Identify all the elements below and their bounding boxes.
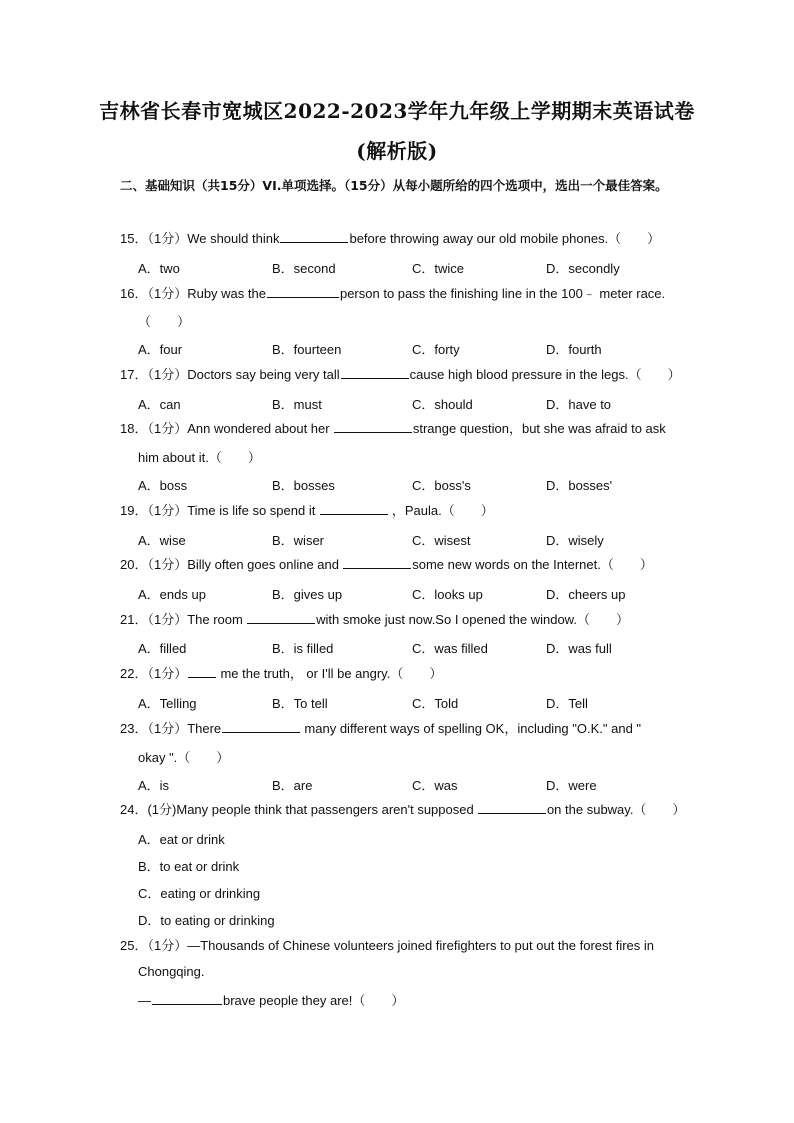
- answer-blank: [188, 663, 216, 678]
- option-c[interactable]: C．was filled: [412, 641, 488, 656]
- options-23: [138, 775, 698, 795]
- option-c[interactable]: C．wisest: [412, 533, 471, 548]
- document-title: 吉林省长春市宽城区2022-2023学年九年级上学期期末英语试卷: [99, 99, 695, 123]
- option-a[interactable]: A．boss: [138, 478, 188, 493]
- answer-blank: [478, 799, 546, 814]
- question-23: 23．（1分）There many different ways of spelling OK，including "O.K." and ": [120, 715, 680, 742]
- document-subtitle: (解析版): [356, 139, 438, 163]
- option-b[interactable]: B．wiser: [272, 533, 325, 548]
- question-number: 15．（1分）: [120, 231, 188, 246]
- options-22: [138, 693, 698, 713]
- question-number: 16．（1分）: [120, 286, 188, 301]
- option-d[interactable]: D．have to: [546, 397, 612, 412]
- option-c[interactable]: C．looks up: [412, 587, 483, 602]
- options-15: [138, 258, 698, 278]
- answer-blank: [267, 283, 339, 298]
- answer-blank: [280, 228, 348, 243]
- question-number: 21．（1分）: [120, 612, 188, 627]
- option-c[interactable]: C．was: [412, 778, 458, 793]
- question-16: 16．（1分）Ruby was the person to pass the finishing line in the 100﹣ meter race.: [120, 280, 680, 307]
- option-a[interactable]: A．four: [138, 342, 183, 357]
- question-continuation: okay ".（ ）: [138, 750, 230, 765]
- question-number: 22．（1分）: [120, 666, 188, 681]
- options-18: [138, 475, 698, 495]
- answer-blank: [343, 554, 411, 569]
- option-a[interactable]: A．is: [138, 778, 170, 793]
- question-number: 19．（1分）: [120, 503, 188, 518]
- question-18: 18．（1分）Ann wondered about her strange question，but she was afraid to ask: [120, 415, 680, 442]
- option-d[interactable]: D．to eating or drinking: [138, 913, 275, 928]
- question-19: 19．（1分）Time is life so spend it ，Paula.（ ）: [120, 497, 680, 524]
- option-b[interactable]: B．bosses: [272, 478, 335, 493]
- option-a[interactable]: A．two: [138, 261, 180, 276]
- option-d[interactable]: D．was full: [546, 641, 612, 656]
- question-reply-line: — brave people they are!（ ）: [138, 990, 404, 1009]
- option-b[interactable]: B．must: [272, 397, 322, 412]
- option-b[interactable]: B．is filled: [272, 641, 334, 656]
- answer-blank: [320, 500, 388, 515]
- option-a[interactable]: A．wise: [138, 533, 186, 548]
- answer-blank: [152, 990, 222, 1005]
- option-b[interactable]: B．gives up: [272, 587, 343, 602]
- question-15: 15．（1分）We should think before throwing away our old mobile phones.（ ）: [120, 225, 680, 252]
- option-c[interactable]: C．boss's: [412, 478, 471, 493]
- options-16: [138, 339, 698, 359]
- option-b[interactable]: B．To tell: [272, 696, 328, 711]
- options-19: [138, 530, 698, 550]
- option-b[interactable]: B．second: [272, 261, 336, 276]
- answer-blank: [222, 718, 300, 733]
- question-22: 22．（1分） me the truth， or I'll be angry.（ ）: [120, 660, 680, 687]
- option-c[interactable]: C．should: [412, 397, 473, 412]
- option-a[interactable]: A．Telling: [138, 696, 197, 711]
- option-a[interactable]: A．eat or drink: [138, 832, 225, 847]
- question-number: 23．（1分）: [120, 721, 188, 736]
- option-a[interactable]: A．filled: [138, 641, 187, 656]
- option-c[interactable]: C．Told: [412, 696, 459, 711]
- section-heading: 二、基础知识（共15分）VI.单项选择。（15分）从每小题所给的四个选项中，选出一个最佳答案。: [120, 178, 668, 193]
- question-number: 20．（1分）: [120, 557, 188, 572]
- option-c[interactable]: C．eating or drinking: [138, 886, 261, 901]
- option-d[interactable]: D．fourth: [546, 342, 602, 357]
- question-number: 24．(1分): [120, 802, 177, 817]
- option-a[interactable]: A．ends up: [138, 587, 206, 602]
- options-21: [138, 638, 698, 658]
- option-c[interactable]: C．forty: [412, 342, 460, 357]
- question-continuation: （ ）: [138, 314, 191, 329]
- options-20: [138, 584, 698, 604]
- option-a[interactable]: A．can: [138, 397, 181, 412]
- answer-blank: [341, 364, 409, 379]
- question-continuation: Chongqing.: [138, 964, 205, 979]
- question-21: 21．（1分）The room with smoke just now.So I opened the window.（ ）: [120, 606, 680, 633]
- option-d[interactable]: D．secondly: [546, 261, 620, 276]
- option-b[interactable]: B．to eat or drink: [138, 859, 240, 874]
- question-20: 20．（1分）Billy often goes online and some new words on the Internet.（ ）: [120, 551, 680, 578]
- option-c[interactable]: C．twice: [412, 261, 465, 276]
- option-b[interactable]: B．fourteen: [272, 342, 342, 357]
- question-number: 25．（1分）: [120, 938, 188, 953]
- question-number: 17．（1分）: [120, 367, 188, 382]
- option-d[interactable]: D．were: [546, 778, 597, 793]
- question-24: 24．(1分)Many people think that passengers aren't supposed on the subway.（ ）: [120, 796, 680, 823]
- question-continuation: him about it.（ ）: [138, 450, 261, 465]
- option-d[interactable]: D．Tell: [546, 696, 588, 711]
- answer-blank: [247, 609, 315, 624]
- question-25: 25．（1分）—Thousands of Chinese volunteers joined firefighters to put out the forest fires in: [120, 938, 655, 953]
- options-17: [138, 394, 698, 414]
- option-d[interactable]: D．cheers up: [546, 587, 626, 602]
- option-d[interactable]: D．bosses': [546, 478, 613, 493]
- answer-blank: [334, 418, 412, 433]
- question-17: 17．（1分）Doctors say being very tall cause high blood pressure in the legs.（ ）: [120, 361, 680, 388]
- question-number: 18．（1分）: [120, 421, 188, 436]
- option-b[interactable]: B．are: [272, 778, 313, 793]
- option-d[interactable]: D．wisely: [546, 533, 604, 548]
